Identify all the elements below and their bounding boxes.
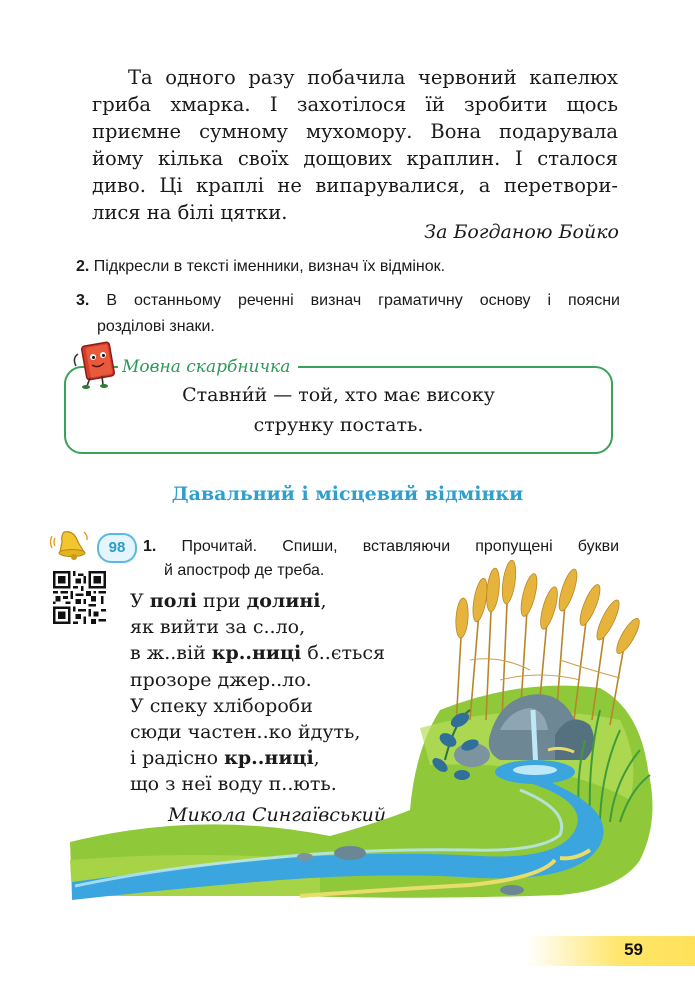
poem-line: і радісно кр..ниці, [130,747,320,770]
poem-line: сюди частен..ко йдуть, [130,721,361,744]
vocabulary-definition [64,380,613,440]
vocabulary-box-title: Мовна скарбничка [118,357,298,377]
story-line: лися на білі цятки. [92,201,288,224]
poem-author: Микола Сингаївський [168,804,387,826]
vocabulary-text: струнку постать. [253,414,424,436]
task-text: В останньому реченні визнач граматичну основу і поясни [106,292,620,309]
task-3 [76,288,620,340]
story-paragraph [92,64,618,226]
task-number: 3. [76,292,90,309]
poem-line: У спеку хлібороби [130,694,313,717]
task-text: Підкресли в тексті іменники, визнач їх відмінок. [93,258,446,275]
task-2 [76,254,445,280]
task-text: розділові знаки. [97,318,215,335]
task-number: 1. [143,538,157,555]
poem-line: в ж..вій кр..ниці б..ється [130,642,385,665]
exercise-number-badge: 98 [97,533,137,563]
spring-illustration [0,560,695,930]
story-line: йому кілька своїх дощових краплин. І сталося [92,147,618,170]
poem-line: як вийти за с..ло, [130,616,306,639]
section-title: Давальний і місцевий відмінки [171,483,524,505]
vocabulary-word: Ставни́й [182,384,268,406]
poem-line: що з неї воду п..ють. [130,773,337,796]
page-number-bar [527,936,695,966]
story-line: гриба хмарка. І захотілося їй зробити щось [92,93,618,116]
poem-line: У полі при долині, [130,590,327,612]
poem-line: прозоре джер..ло. [130,668,312,691]
story-line: Та одного разу побачила червоний капелюх [128,66,618,89]
story-line: приємне сумному мухомору. Вона подарувала [92,120,618,143]
task-text: Прочитай. Спиши, вставляючи пропущені букви [181,538,620,555]
page-number: 59 [624,940,643,959]
story-author: За Богданою Бойко [424,221,619,243]
task-number: 2. [76,258,90,275]
task-text: й апостроф де треба. [164,562,325,579]
vocabulary-text: — той, хто має високу [267,384,495,406]
story-line: диво. Ці краплі не випарувалися, а перетвори- [92,174,618,197]
